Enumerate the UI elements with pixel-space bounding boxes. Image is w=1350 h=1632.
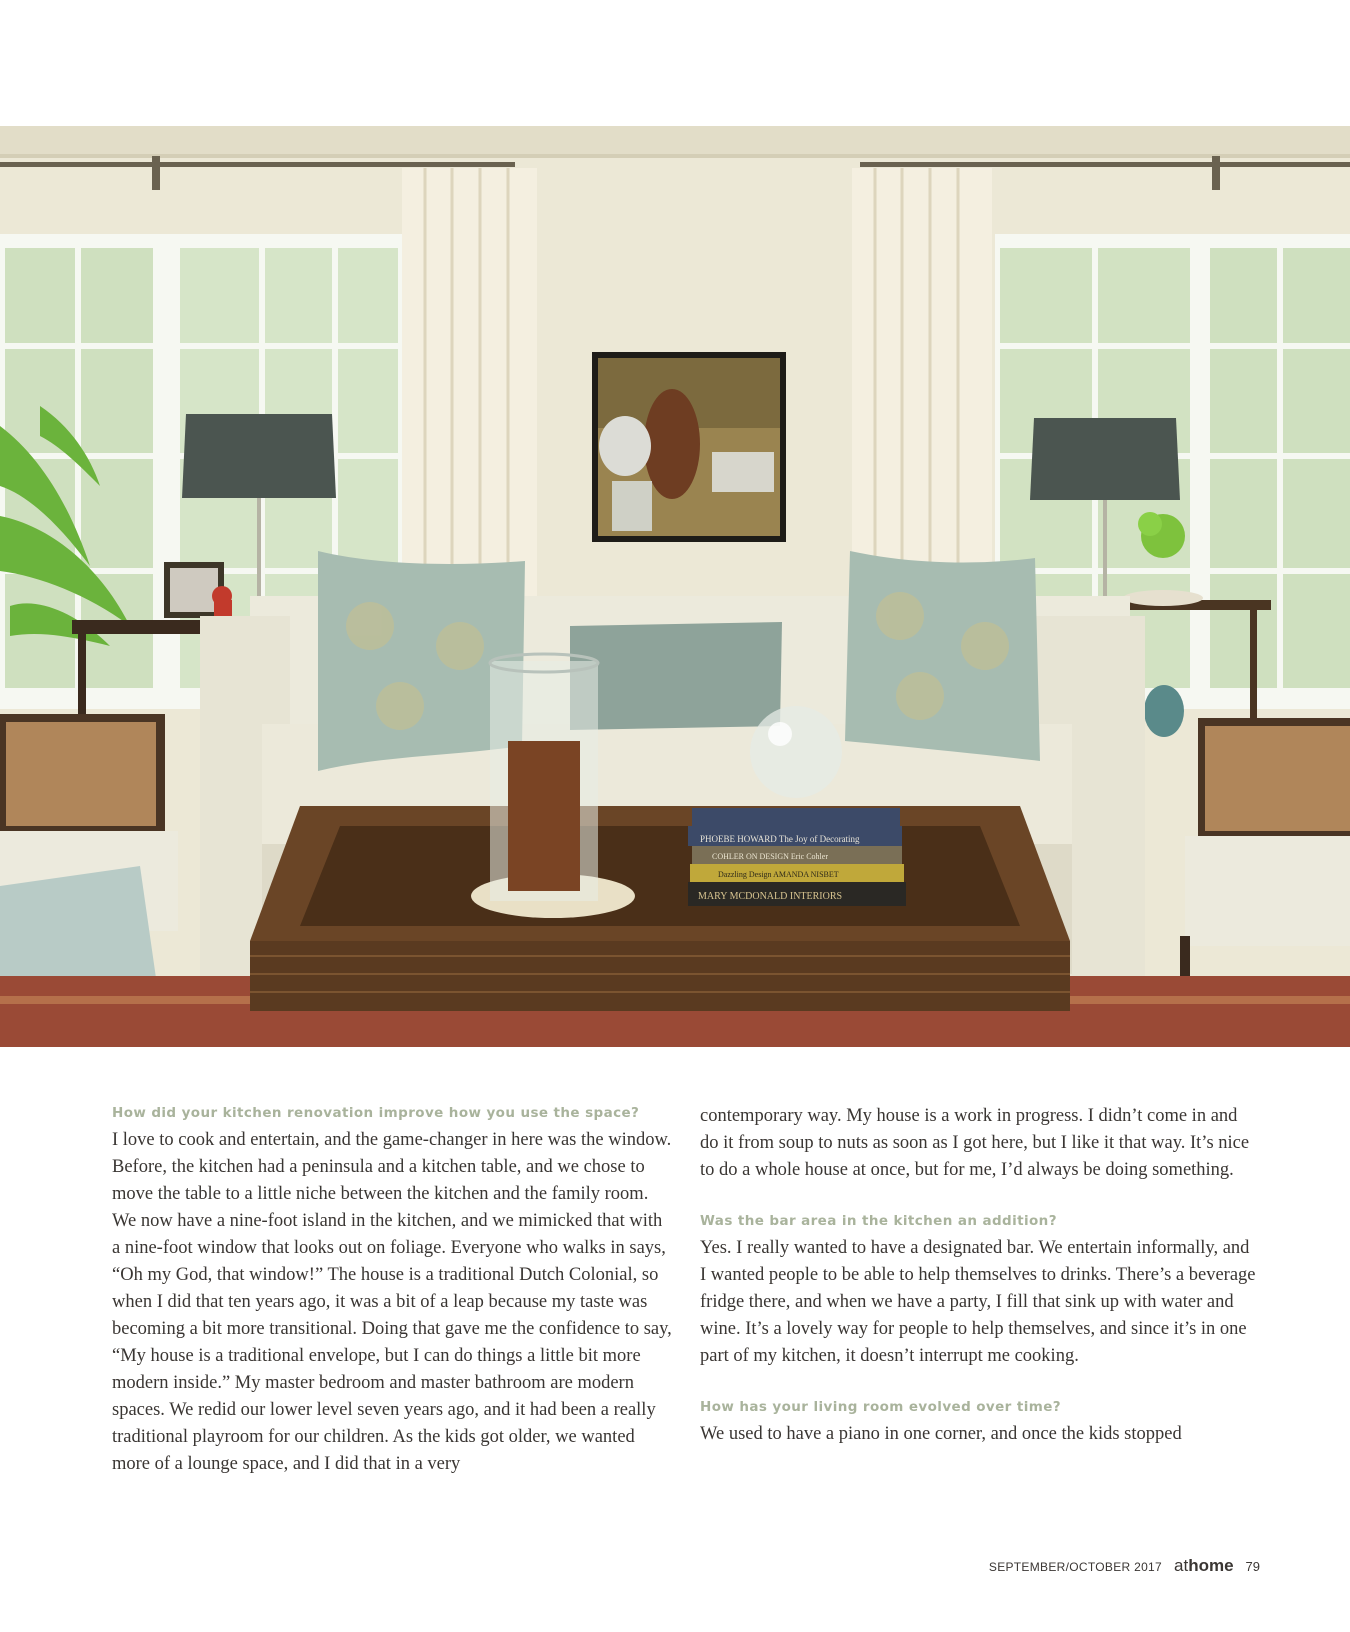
magazine-logo [1174,1556,1234,1576]
book-spine-2: COHLER ON DESIGN Eric Cohler [712,852,828,861]
answer-kitchen-renovation: I love to cook and entertain, and the game-changer in here was the window. Before, the kitchen had a peninsula and a kitchen table, and we chose to move the table to a little niche between the kitchen and the family room. We now have a nine-foot island in the kitchen, and we mimicked that with a nine-foot window that looks out on foliage. Everyone who walks in says, “Oh my God, that window!” The house is a traditional Dutch Colonial, so when I did that ten years ago, it was a bit of a leap because my taste was becoming a bit more transitional. Doing that gave me the confidence to say, “My house is a traditional envelope, but I can do things a little bit more modern inside.” My master bedroom and master bathroom are modern spaces. We redid our lower level seven years ago, and it had been a really traditional playroom for our children. As the kids got older, we wanted more of a lounge space, and I did that in a very [112,1130,672,1474]
answer-living-room: We used to have a piano in one corner, and once the kids stopped [700,1424,1182,1444]
page-number: 79 [1245,1559,1260,1574]
article-column-left [112,1103,672,1478]
book-spine-1: PHOEBE HOWARD The Joy of Decorating [700,834,860,844]
question-living-room: How has your living room evolved over time? [700,1399,1061,1415]
living-room-photo [0,126,1350,1047]
question-kitchen-renovation: How did your kitchen renovation improve how you use the space? [112,1105,640,1121]
answer-bar-area: Yes. I really wanted to have a designated bar. We entertain informally, and I wanted people to be able to help themselves to drinks. There’s a beverage fridge there, and when we have a party, I fill that sink up with water and wine. It’s a lovely way for people to help themselves, and since it’s in one part of my kitchen, it doesn’t interrupt me cooking. [700,1238,1256,1366]
book-spine-3: Dazzling Design AMANDA NISBET [718,870,839,879]
magazine-logo-at: at [1174,1556,1189,1575]
page-footer [989,1556,1260,1576]
book-spine-4: MARY MCDONALD INTERIORS [698,891,843,902]
question-bar-area: Was the bar area in the kitchen an addition? [700,1213,1057,1229]
article-column-right [700,1103,1260,1448]
magazine-logo-home: home [1188,1556,1234,1575]
issue-date: SEPTEMBER/OCTOBER 2017 [988,1560,1162,1574]
answer-kitchen-renovation-continued: contemporary way. My house is a work in progress. I didn’t come in and do it from soup to nuts as soon as I got here, but I like it that way. It’s nice to do a whole house at once, but for me, I’d always be doing something. [700,1106,1250,1180]
